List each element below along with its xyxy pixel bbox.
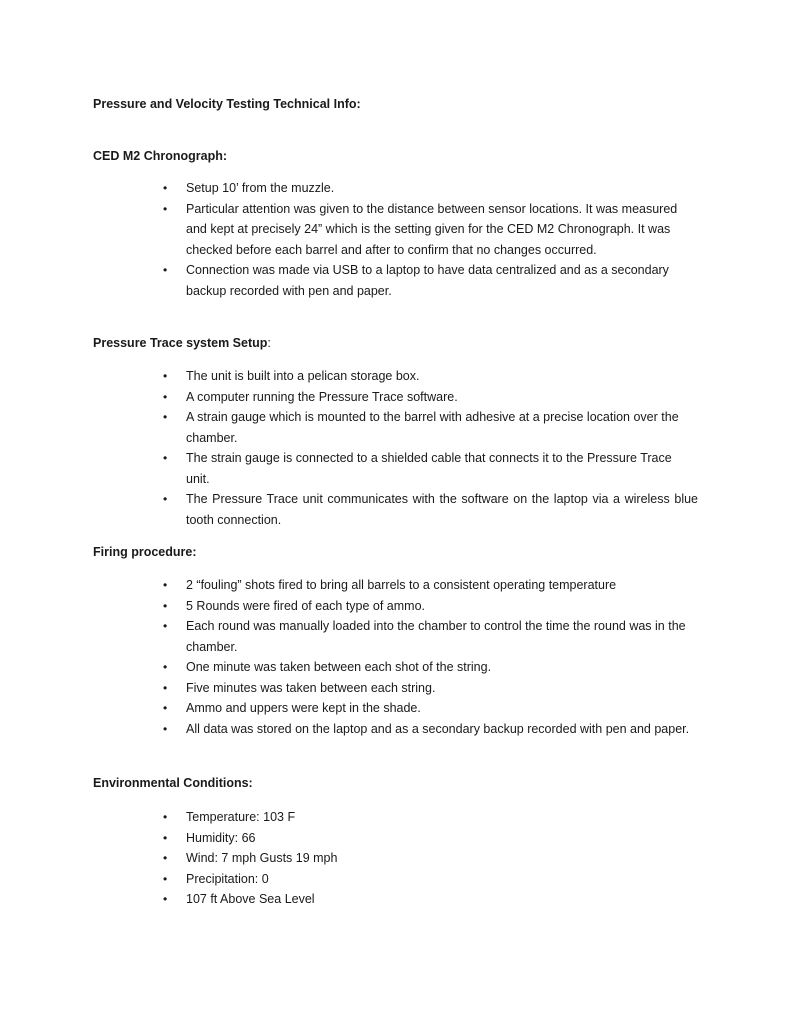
list-item [163,178,698,199]
list-item [163,698,698,719]
list-item [163,616,698,657]
list-item-text: The strain gauge is connected to a shielded cable that connects it to the Pressure Trace unit. [186,451,672,486]
list-item-text: The unit is built into a pelican storage box. [186,369,420,383]
section-heading-suffix: : [267,336,271,350]
bullet-icon: • [163,410,168,424]
list-item-text: Ammo and uppers were kept in the shade. [186,701,421,715]
list-item-text: Wind: 7 mph Gusts 19 mph [186,851,338,865]
list-item [163,807,698,828]
list-item [163,719,698,740]
bullet-icon: • [163,598,168,613]
bullet-icon: • [163,201,168,216]
list-item [163,848,698,869]
section-heading-pressure-trace [93,335,271,351]
list-item [163,387,698,408]
list-item-text: All data was stored on the laptop and as a secondary backup recorded with pen and paper. [186,721,690,736]
section-list-pressure-trace [163,366,698,530]
document-title: Pressure and Velocity Testing Technical Info: [93,97,361,111]
bullet-icon: • [163,578,168,592]
bullet-icon: • [163,851,168,865]
list-item [163,199,698,261]
list-item [163,869,698,890]
section-list-firing-procedure [163,575,698,739]
list-item-text: Temperature: 103 F [186,810,296,824]
list-item [163,657,698,678]
bullet-icon: • [163,389,168,404]
bullet-icon: • [163,892,168,906]
list-item-text: A strain gauge which is mounted to the barrel with adhesive at a precise location over the chamber. [186,410,679,445]
list-item-text: 5 Rounds were fired of each type of ammo. [186,598,426,613]
section-heading-text: Environmental Conditions: [93,776,253,790]
section-list-environmental-conditions [163,807,698,910]
list-item-text: The Pressure Trace unit communicates with the software on the laptop via a wireless blue tooth connection. [186,492,698,527]
bullet-icon: • [163,871,168,886]
list-item [163,260,698,301]
list-item [163,575,698,596]
bullet-icon: • [163,369,168,383]
bullet-icon: • [163,181,168,195]
list-item [163,366,698,387]
bullet-icon: • [163,619,168,633]
bullet-icon: • [163,810,168,824]
bullet-icon: • [163,701,168,715]
list-item-text: Five minutes was taken between each string. [186,680,436,695]
list-item [163,596,698,617]
bullet-icon: • [163,492,168,506]
section-heading-chronograph [93,148,227,164]
list-item-text: Connection was made via USB to a laptop to have data centralized and as a secondary backup recorded with pen and paper. [186,263,669,298]
section-heading-text: Pressure Trace system Setup [93,336,268,350]
section-heading-text: Firing procedure: [93,545,197,559]
list-item-text: Particular attention was given to the distance between sensor locations. It was measured and kept at precisely 24” which is the setting given for the CED M2 Chronograph. It was checked before each barrel and after to confirm that no changes occurred. [186,201,678,257]
list-item-text: Setup 10’ from the muzzle. [186,181,335,195]
list-item [163,448,698,489]
bullet-icon: • [163,680,168,695]
bullet-icon: • [163,451,168,465]
list-item [163,828,698,849]
section-heading-text: CED M2 Chronograph: [93,149,228,163]
section-heading-firing-procedure [93,544,196,560]
list-item [163,678,698,699]
list-item-text: Each round was manually loaded into the chamber to control the time the round was in the chamber. [186,619,686,654]
bullet-icon: • [163,660,168,674]
bullet-icon: • [163,721,168,736]
list-item [163,889,698,910]
list-item-text: One minute was taken between each shot of the string. [186,660,492,674]
list-item-text: Precipitation: 0 [186,871,269,886]
list-item-text: Humidity: 66 [186,830,256,845]
section-heading-environmental-conditions [93,775,253,791]
list-item-text: 107 ft Above Sea Level [186,892,315,906]
bullet-icon: • [163,830,168,845]
list-item [163,407,698,448]
list-item-text: 2 “fouling” shots fired to bring all barrels to a consistent operating temperature [186,578,617,592]
section-list-chronograph [163,178,698,301]
list-item [163,489,698,530]
list-item-text: A computer running the Pressure Trace software. [186,389,458,404]
bullet-icon: • [163,263,168,277]
